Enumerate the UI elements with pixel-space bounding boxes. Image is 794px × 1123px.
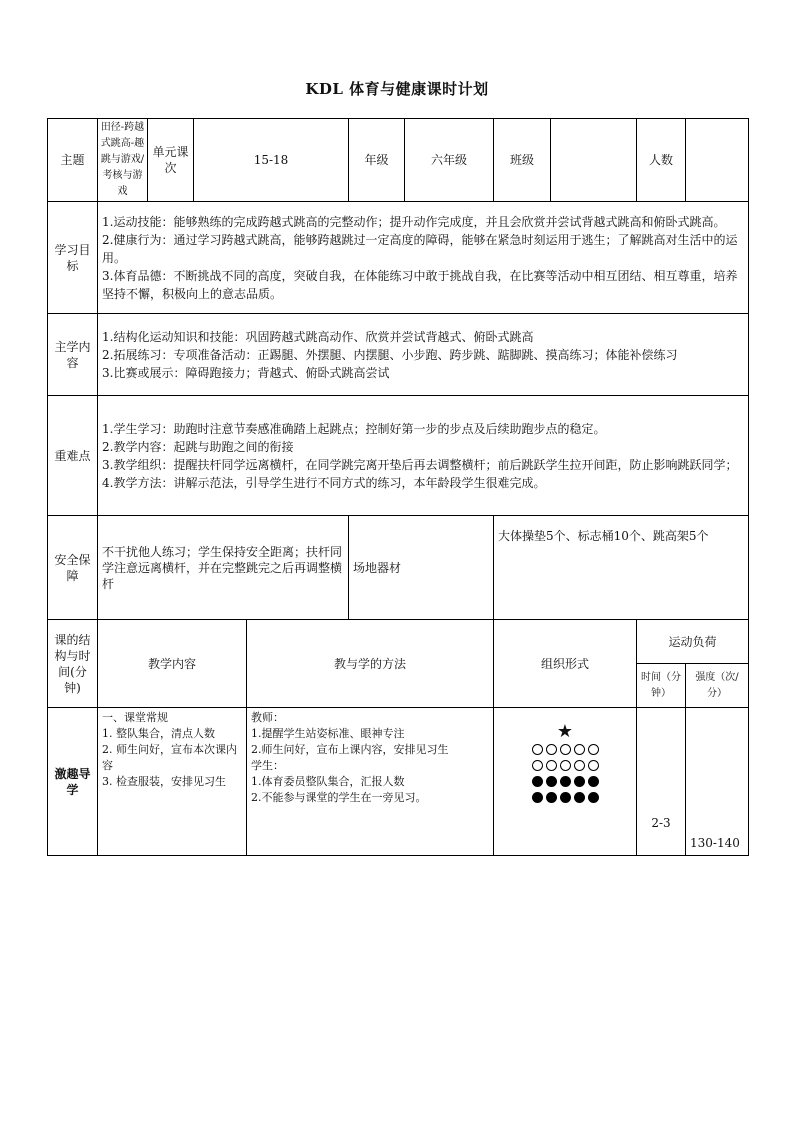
content-line: 一、课堂常规 [102, 711, 168, 724]
key-point-item: 1.学生学习：助跑时注意节奏感准确踏上起跳点；控制好第一步的步点及后续助跑步点的稳定。 [102, 421, 606, 436]
intensity-subheader: 强度（次/分） [686, 664, 749, 708]
student-filled-icon [588, 776, 599, 787]
structure-header-row [48, 620, 749, 664]
unit-label: 单元课次 [148, 119, 194, 202]
student-filled-icon [588, 792, 599, 803]
content-text [98, 314, 749, 396]
student-open-icon [588, 744, 599, 755]
structure-time-label: 课的结构与时间(分钟) [48, 620, 98, 708]
grade-label: 年级 [349, 119, 405, 202]
objective-item: 1.运动技能：能够熟练的完成跨越式跳高的完整动作；提升动作完成度，并且会欣赏并尝试背越式跳高和俯卧式跳高。 [102, 214, 726, 229]
formation-row-filled [532, 790, 599, 804]
lesson-plan-table [47, 118, 749, 856]
header-row [48, 119, 749, 202]
objective-item: 3.体育品德：不断挑战不同的高度，突破自我，在体能练习中敢于挑战自我，在比赛等活动中相互团结、相互尊重，培养坚持不懈，积极向上的意志品质。 [102, 268, 738, 301]
equipment-text: 大体操垫5个、标志桶10个、跳高架5个 [494, 516, 749, 620]
content-item: 1.结构化运动知识和技能：巩固跨越式跳高动作、欣赏并尝试背越式、俯卧式跳高 [102, 329, 534, 344]
objectives-text [98, 202, 749, 314]
unit-value: 15-18 [194, 119, 349, 202]
theme-label: 主题 [48, 119, 98, 202]
key-point-item: 4.教学方法：讲解示范法，引导学生进行不同方式的练习，本年龄段学生很难完成。 [102, 475, 546, 490]
method-line: 1.提醒学生站姿标准、眼神专注 [251, 727, 405, 740]
student-open-icon [532, 760, 543, 771]
student-open-icon [546, 760, 557, 771]
class-label: 班级 [494, 119, 551, 202]
stage-time: 2-3 [637, 708, 686, 856]
safety-label: 安全保障 [48, 516, 98, 620]
formation-row-open [532, 758, 599, 772]
stage-row [48, 708, 749, 856]
content-line: 3. 检查服装，安排见习生 [102, 775, 226, 788]
content-item: 2.拓展练习：专项准备活动：正踢腿、外摆腿、内摆腿、小步跑、跨步跳、踮脚跳、摸高练习；体能补偿练习 [102, 347, 678, 362]
key-points-label: 重难点 [48, 396, 98, 516]
student-open-icon [588, 760, 599, 771]
formation-row-open [532, 742, 599, 756]
formation-row-filled [532, 774, 599, 788]
objective-item: 2.健康行为：通过学习跨越式跳高，能够跨越跳过一定高度的障碍，能够在紧急时刻运用于逃生；了解跳高对生活中的运用。 [102, 232, 738, 265]
student-open-icon [560, 744, 571, 755]
student-filled-icon [546, 792, 557, 803]
safety-text: 不干扰他人练习；学生保持安全距离；扶杆同学注意远离横杆，并在完整跳完之后再调整横杆 [98, 516, 349, 620]
teaching-content-header: 教学内容 [98, 620, 247, 708]
method-line: 教师： [251, 711, 284, 724]
student-filled-icon [532, 792, 543, 803]
content-label: 主学内容 [48, 314, 98, 396]
objectives-label: 学习目标 [48, 202, 98, 314]
exercise-load-header: 运动负荷 [637, 620, 749, 664]
equipment-label: 场地器材 [349, 516, 494, 620]
student-filled-icon [560, 776, 571, 787]
content-item: 3.比赛或展示：障碍跑接力；背越式、俯卧式跳高尝试 [102, 365, 390, 380]
count-value [686, 119, 749, 202]
stage-intensity: 130-140 [686, 708, 749, 856]
safety-row [48, 516, 749, 620]
student-filled-icon [546, 776, 557, 787]
key-points-row [48, 396, 749, 516]
page-title: KDL 体育与健康课时计划 [305, 80, 489, 98]
student-open-icon [532, 744, 543, 755]
student-open-icon [574, 760, 585, 771]
stage-method [247, 708, 494, 856]
student-filled-icon [574, 792, 585, 803]
grade-value: 六年级 [405, 119, 494, 202]
teacher-star-icon: ★ [556, 721, 574, 742]
student-open-icon [574, 744, 585, 755]
stage-content [98, 708, 247, 856]
content-line: 2. 师生问好，宣布本次课内容 [102, 743, 237, 772]
objectives-row [48, 202, 749, 314]
key-points-text [98, 396, 749, 516]
key-point-item: 2.教学内容：起跳与助跑之间的衔接 [102, 439, 294, 454]
class-value [551, 119, 637, 202]
organization-header: 组织形式 [494, 620, 637, 708]
method-line: 1.体育委员整队集合，汇报人数 [251, 775, 405, 788]
method-line: 2.不能参与课堂的学生在一旁见习。 [251, 791, 427, 804]
student-open-icon [560, 760, 571, 771]
method-line: 2.师生问好，宣布上课内容，安排见习生 [251, 743, 449, 756]
student-filled-icon [532, 776, 543, 787]
student-filled-icon [574, 776, 585, 787]
time-subheader: 时间（分钟） [637, 664, 686, 708]
content-line: 1. 整队集合，清点人数 [102, 727, 215, 740]
student-open-icon [546, 744, 557, 755]
formation-diagram [494, 708, 637, 856]
count-label: 人数 [637, 119, 686, 202]
key-point-item: 3.教学组织：提醒扶杆同学远离横杆，在同学跳完离开垫后再去调整横杆；前后跳跃学生拉开间距，防止影响跳跃同学； [102, 457, 738, 472]
method-header: 教与学的方法 [247, 620, 494, 708]
student-filled-icon [560, 792, 571, 803]
method-line: 学生： [251, 759, 284, 772]
theme-value: 田径-跨越式跳高-趣跳与游戏/考核与游戏 [98, 119, 148, 202]
content-row [48, 314, 749, 396]
stage-label: 激趣导学 [48, 708, 98, 856]
